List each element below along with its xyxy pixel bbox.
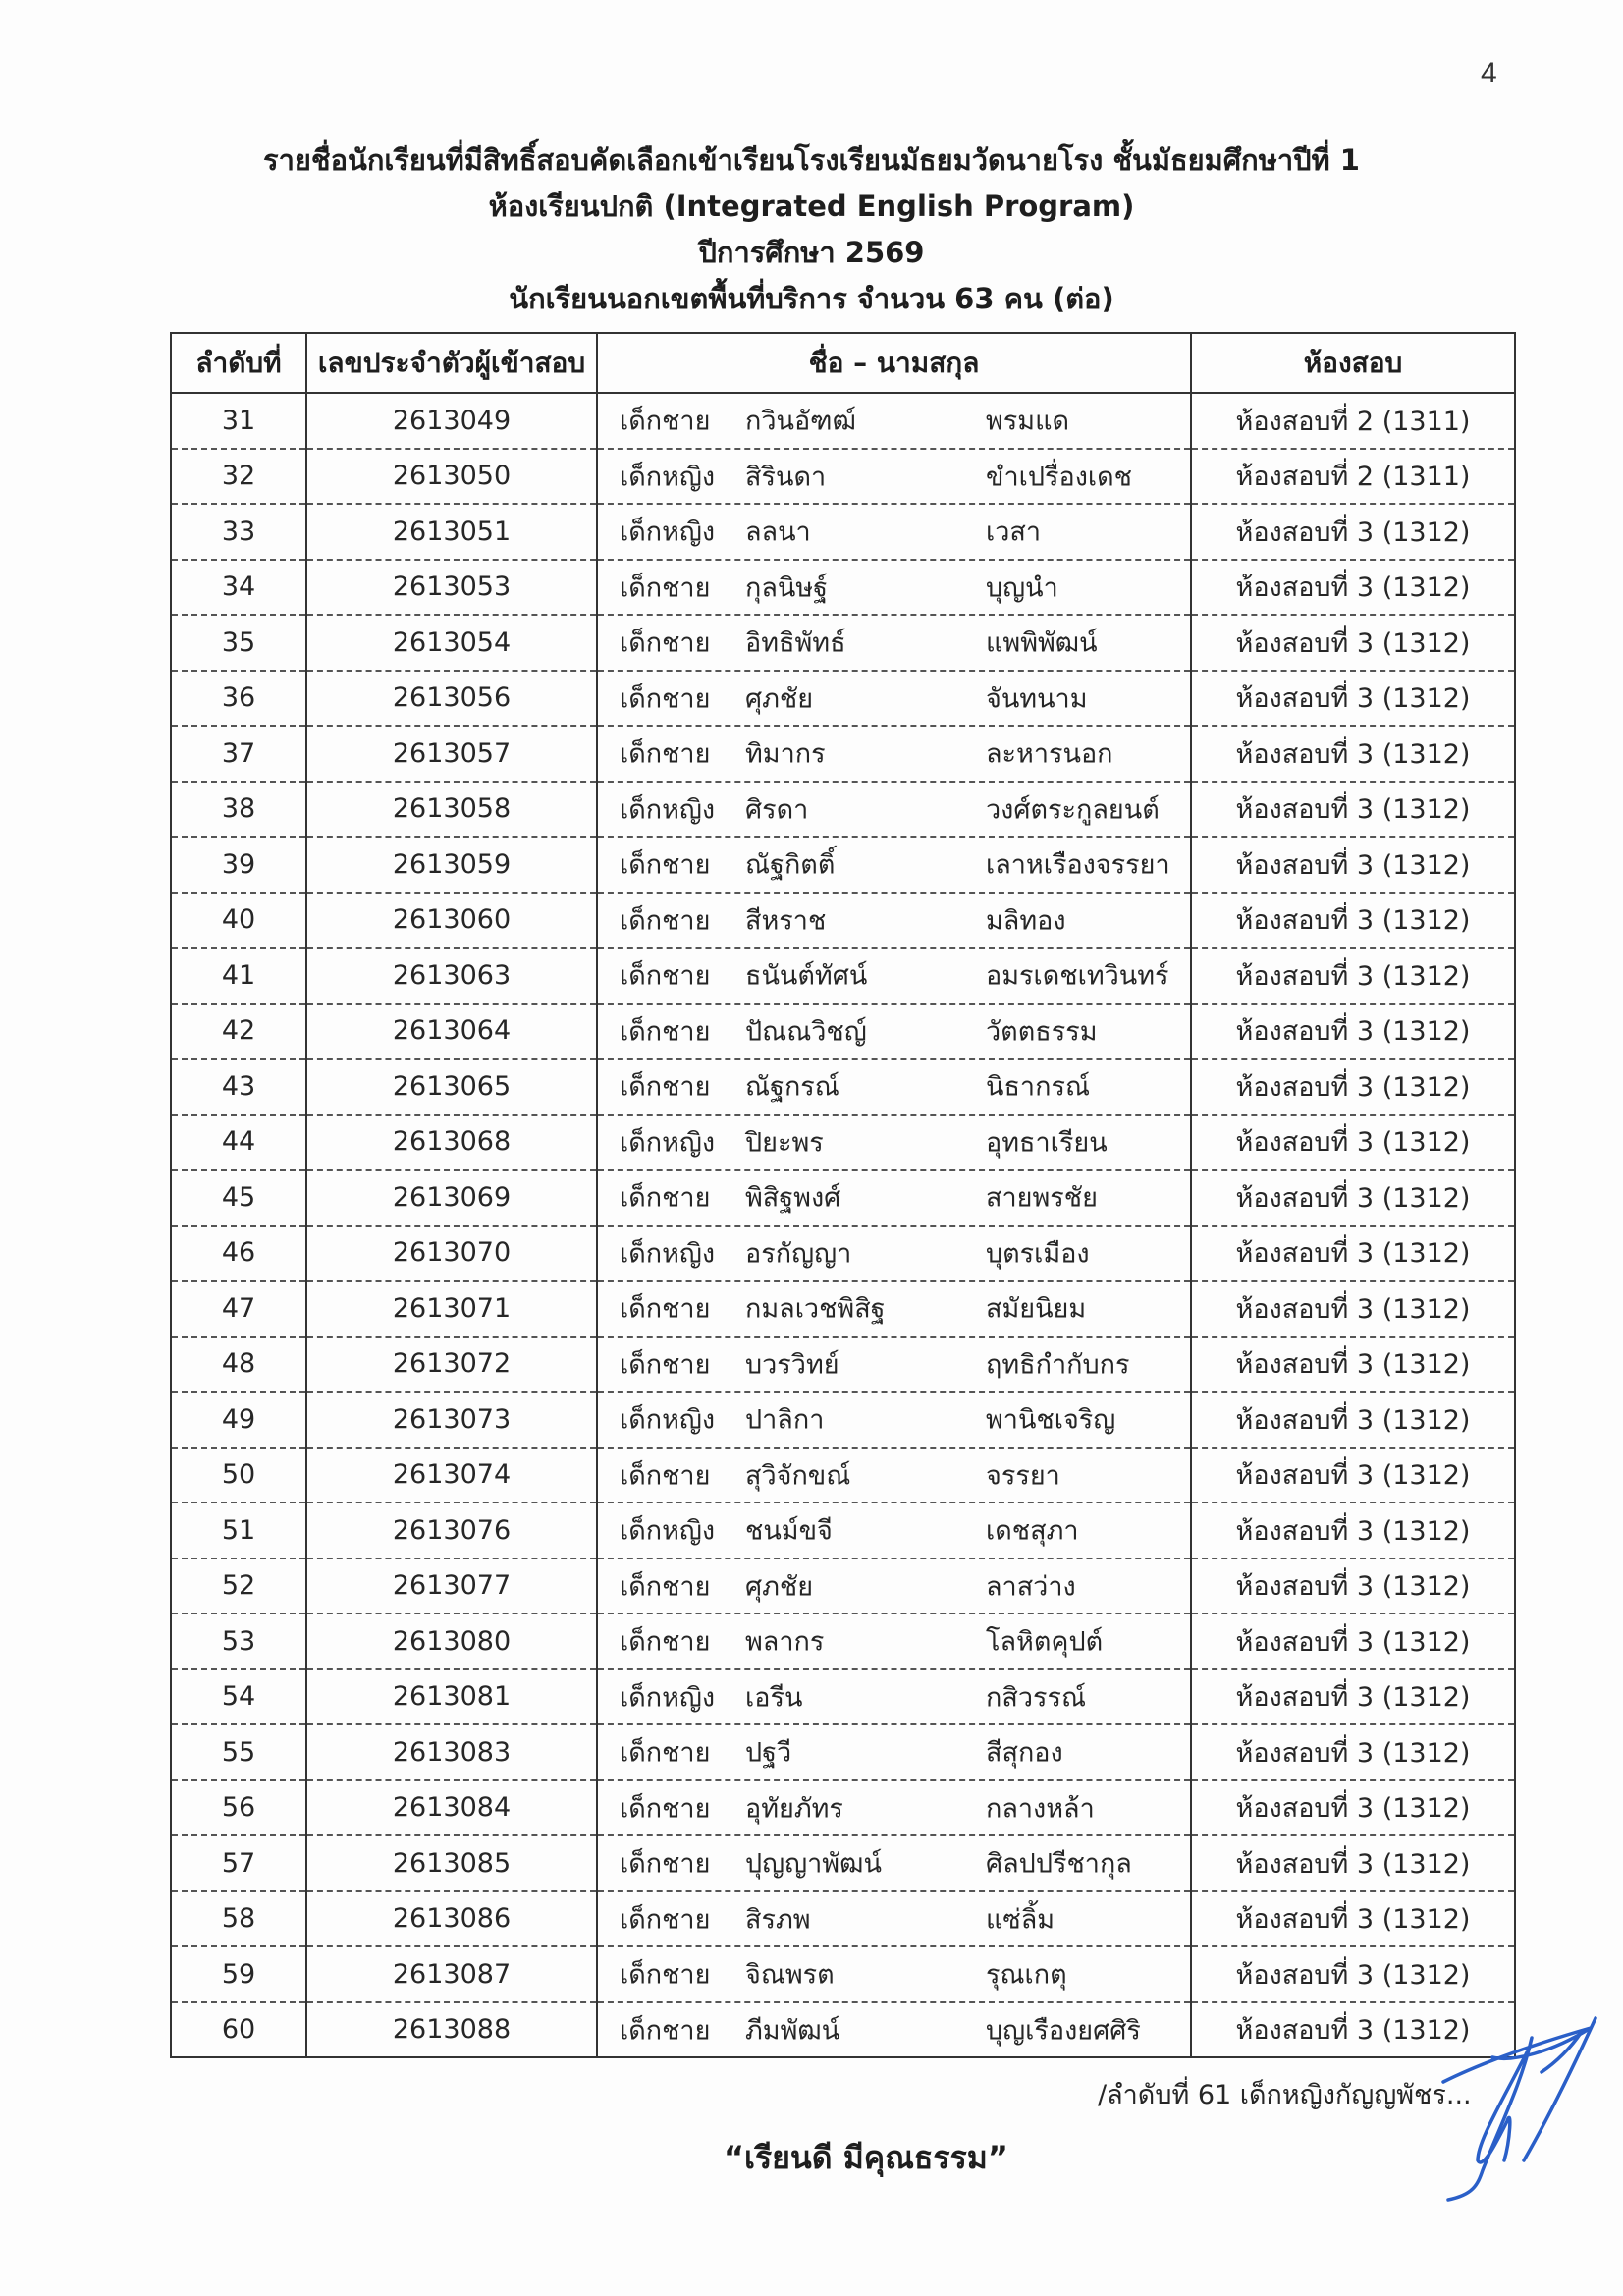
cell-exam-id: 2613074 xyxy=(306,1448,597,1503)
cell-full-name xyxy=(597,393,1191,449)
name-prefix: เด็กชาย xyxy=(620,1071,711,1103)
name-prefix: เด็กชาย xyxy=(620,849,711,881)
first-name: อรกัญญา xyxy=(745,1238,852,1270)
first-name: ภีมพัฒน์ xyxy=(745,2015,840,2047)
last-name: จรรยา xyxy=(986,1460,1060,1492)
header-order-no: ลำดับที่ xyxy=(171,333,306,393)
last-name: วัตตธรรม xyxy=(986,1016,1098,1048)
cell-full-name xyxy=(597,1558,1191,1614)
cell-order-no: 36 xyxy=(171,671,306,727)
cell-full-name xyxy=(597,1724,1191,1780)
first-name: บวรวิทย์ xyxy=(745,1349,839,1381)
table-row xyxy=(171,560,1515,616)
first-name: พิสิฐพงศ์ xyxy=(745,1182,841,1214)
cell-exam-id: 2613072 xyxy=(306,1337,597,1393)
name-prefix: เด็กหญิง xyxy=(620,1238,716,1270)
last-name: กลางหล้า xyxy=(986,1793,1095,1825)
table-row xyxy=(171,1891,1515,1947)
cell-full-name xyxy=(597,671,1191,727)
cell-exam-id: 2613084 xyxy=(306,1780,597,1836)
cell-exam-room: ห้องสอบที่ 3 (1312) xyxy=(1191,1669,1515,1725)
last-name: มลิทอง xyxy=(986,905,1066,937)
first-name: ปาลิกา xyxy=(745,1404,825,1436)
table-row xyxy=(171,1392,1515,1448)
name-prefix: เด็กชาย xyxy=(620,1626,711,1658)
last-name: อมรเดชเทวินทร์ xyxy=(986,960,1169,992)
table-row xyxy=(171,1503,1515,1558)
title-line-school: รายชื่อนักเรียนที่มีสิทธิ์สอบคัดเลือกเข้าเรียนโรงเรียนมัธยมวัดนายโรง ชั้นมัธยมศึกษาปีที่ 1 xyxy=(263,143,1360,177)
cell-order-no: 50 xyxy=(171,1448,306,1503)
last-name: เดชสุภา xyxy=(986,1515,1079,1547)
cell-exam-id: 2613087 xyxy=(306,1946,597,2002)
table-row xyxy=(171,1337,1515,1393)
table-row xyxy=(171,1281,1515,1337)
cell-order-no: 34 xyxy=(171,560,306,616)
table-row xyxy=(171,782,1515,838)
cell-exam-id: 2613064 xyxy=(306,1004,597,1060)
table-row xyxy=(171,1170,1515,1226)
name-prefix: เด็กชาย xyxy=(620,1848,711,1880)
cell-order-no: 35 xyxy=(171,615,306,671)
name-prefix: เด็กหญิง xyxy=(620,1515,716,1547)
cell-exam-room: ห้องสอบที่ 2 (1311) xyxy=(1191,449,1515,505)
table-row xyxy=(171,948,1515,1004)
table-row xyxy=(171,1780,1515,1836)
last-name: พานิชเจริญ xyxy=(986,1404,1116,1436)
cell-exam-id: 2613071 xyxy=(306,1281,597,1337)
cell-exam-id: 2613070 xyxy=(306,1226,597,1282)
cell-exam-room: ห้องสอบที่ 3 (1312) xyxy=(1191,1170,1515,1226)
cell-exam-id: 2613058 xyxy=(306,782,597,838)
cell-exam-id: 2613076 xyxy=(306,1503,597,1558)
cell-exam-room: ห้องสอบที่ 3 (1312) xyxy=(1191,1115,1515,1171)
cell-order-no: 55 xyxy=(171,1724,306,1780)
name-prefix: เด็กหญิง xyxy=(620,462,716,493)
table-row xyxy=(171,1669,1515,1725)
cell-exam-room: ห้องสอบที่ 3 (1312) xyxy=(1191,671,1515,727)
cell-full-name xyxy=(597,1337,1191,1393)
cell-exam-id: 2613068 xyxy=(306,1115,597,1171)
cell-exam-room: ห้องสอบที่ 3 (1312) xyxy=(1191,1780,1515,1836)
first-name: เอรีน xyxy=(745,1682,803,1714)
cell-full-name xyxy=(597,948,1191,1004)
table-row xyxy=(171,449,1515,505)
name-prefix: เด็กหญิง xyxy=(620,517,716,548)
title-line-group: นักเรียนนอกเขตพื้นที่บริการ จำนวน 63 คน (ต่อ) xyxy=(509,282,1114,315)
cell-order-no: 31 xyxy=(171,393,306,449)
cell-order-no: 53 xyxy=(171,1613,306,1669)
cell-exam-id: 2613080 xyxy=(306,1613,597,1669)
first-name: สีหราช xyxy=(745,905,827,937)
table-row xyxy=(171,1946,1515,2002)
first-name: กมลเวชพิสิฐ xyxy=(745,1293,886,1325)
cell-exam-room: ห้องสอบที่ 3 (1312) xyxy=(1191,1281,1515,1337)
last-name: กสิวรรณ์ xyxy=(986,1682,1087,1714)
table-row xyxy=(171,1226,1515,1282)
cell-order-no: 42 xyxy=(171,1004,306,1060)
table-row xyxy=(171,2002,1515,2058)
last-name: สายพรชัย xyxy=(986,1182,1098,1214)
cell-exam-room: ห้องสอบที่ 2 (1311) xyxy=(1191,393,1515,449)
cell-full-name xyxy=(597,1448,1191,1503)
cell-exam-id: 2613065 xyxy=(306,1059,597,1115)
cell-order-no: 51 xyxy=(171,1503,306,1558)
last-name: ศิลปปรีชากุล xyxy=(986,1848,1132,1880)
first-name: สุวิจักขณ์ xyxy=(745,1460,851,1492)
name-prefix: เด็กชาย xyxy=(620,1182,711,1214)
last-name: ละหารนอก xyxy=(986,738,1113,770)
first-name: ปัณณวิชญ์ xyxy=(745,1016,867,1048)
name-prefix: เด็กหญิง xyxy=(620,794,716,826)
name-prefix: เด็กชาย xyxy=(620,1016,711,1048)
cell-order-no: 40 xyxy=(171,893,306,949)
first-name: กุลนิษฐ์ xyxy=(745,573,829,604)
cell-full-name xyxy=(597,1059,1191,1115)
cell-exam-room: ห้องสอบที่ 3 (1312) xyxy=(1191,2002,1515,2058)
cell-exam-room: ห้องสอบที่ 3 (1312) xyxy=(1191,1337,1515,1393)
cell-full-name xyxy=(597,2002,1191,2058)
cell-full-name xyxy=(597,1392,1191,1448)
cell-exam-room: ห้องสอบที่ 3 (1312) xyxy=(1191,1724,1515,1780)
cell-full-name xyxy=(597,1226,1191,1282)
cell-order-no: 54 xyxy=(171,1669,306,1725)
table-row xyxy=(171,1724,1515,1780)
last-name: จันทนาม xyxy=(986,683,1088,715)
last-name: นิธากรณ์ xyxy=(986,1071,1090,1103)
first-name: สิรภพ xyxy=(745,1904,811,1936)
table-row xyxy=(171,1448,1515,1503)
cell-exam-id: 2613060 xyxy=(306,893,597,949)
first-name: ศิรดา xyxy=(745,794,809,826)
cell-exam-room: ห้องสอบที่ 3 (1312) xyxy=(1191,1448,1515,1503)
title-line-program: ห้องเรียนปกติ (Integrated English Program) xyxy=(488,190,1135,223)
table-row xyxy=(171,1059,1515,1115)
name-prefix: เด็กหญิง xyxy=(620,1127,716,1159)
document-title xyxy=(0,137,1623,322)
name-prefix: เด็กชาย xyxy=(620,1904,711,1936)
cell-exam-id: 2613086 xyxy=(306,1891,597,1947)
cell-exam-room: ห้องสอบที่ 3 (1312) xyxy=(1191,782,1515,838)
signature-stroke xyxy=(1478,2052,1527,2162)
name-prefix: เด็กชาย xyxy=(620,905,711,937)
signature-mark xyxy=(1434,2013,1620,2210)
cell-exam-id: 2613057 xyxy=(306,726,597,782)
cell-order-no: 60 xyxy=(171,2002,306,2058)
first-name: กวินอัฑฒ์ xyxy=(745,406,856,437)
cell-order-no: 48 xyxy=(171,1337,306,1393)
name-prefix: เด็กชาย xyxy=(620,738,711,770)
cell-exam-room: ห้องสอบที่ 3 (1312) xyxy=(1191,615,1515,671)
last-name: วงศ์ตระกูลยนต์ xyxy=(986,794,1160,826)
cell-exam-id: 2613051 xyxy=(306,504,597,560)
cell-full-name xyxy=(597,837,1191,893)
table-row xyxy=(171,504,1515,560)
table-row xyxy=(171,1115,1515,1171)
cell-exam-id: 2613081 xyxy=(306,1669,597,1725)
cell-order-no: 47 xyxy=(171,1281,306,1337)
cell-full-name xyxy=(597,1780,1191,1836)
cell-exam-id: 2613077 xyxy=(306,1558,597,1614)
last-name: สมัยนิยม xyxy=(986,1293,1087,1325)
name-prefix: เด็กชาย xyxy=(620,683,711,715)
cell-order-no: 43 xyxy=(171,1059,306,1115)
cell-exam-id: 2613088 xyxy=(306,2002,597,2058)
cell-exam-room: ห้องสอบที่ 3 (1312) xyxy=(1191,893,1515,949)
cell-full-name xyxy=(597,893,1191,949)
last-name: สีสุกอง xyxy=(986,1737,1063,1769)
cell-full-name xyxy=(597,1835,1191,1891)
cell-exam-id: 2613056 xyxy=(306,671,597,727)
school-motto: “เรียนดี มีคุณธรรม” xyxy=(724,2139,1008,2176)
cell-exam-id: 2613085 xyxy=(306,1835,597,1891)
last-name: บุญเรืองยศศิริ xyxy=(986,2015,1141,2047)
table-row xyxy=(171,1835,1515,1891)
cell-order-no: 44 xyxy=(171,1115,306,1171)
name-prefix: เด็กชาย xyxy=(620,1737,711,1769)
cell-exam-room: ห้องสอบที่ 3 (1312) xyxy=(1191,1226,1515,1282)
cell-order-no: 52 xyxy=(171,1558,306,1614)
last-name: พรมแด xyxy=(986,406,1070,437)
student-roster-table xyxy=(170,332,1516,2058)
cell-exam-room: ห้องสอบที่ 3 (1312) xyxy=(1191,837,1515,893)
cell-exam-room: ห้องสอบที่ 3 (1312) xyxy=(1191,1891,1515,1947)
last-name: บุตรเมือง xyxy=(986,1238,1090,1270)
name-prefix: เด็กหญิง xyxy=(620,1404,716,1436)
cell-exam-room: ห้องสอบที่ 3 (1312) xyxy=(1191,1503,1515,1558)
cell-full-name xyxy=(597,1281,1191,1337)
table-row xyxy=(171,671,1515,727)
header-exam-id: เลขประจำตัวผู้เข้าสอบ xyxy=(306,333,597,393)
cell-full-name xyxy=(597,1891,1191,1947)
cell-exam-id: 2613069 xyxy=(306,1170,597,1226)
last-name: บุญนำ xyxy=(986,573,1058,604)
table-row xyxy=(171,837,1515,893)
cell-order-no: 41 xyxy=(171,948,306,1004)
last-name: แซ่ลิ้ม xyxy=(986,1904,1055,1936)
page-number: 4 xyxy=(1481,57,1497,89)
table-row xyxy=(171,1558,1515,1614)
table-row xyxy=(171,615,1515,671)
cell-order-no: 33 xyxy=(171,504,306,560)
cell-order-no: 56 xyxy=(171,1780,306,1836)
table-body xyxy=(171,393,1515,2057)
cell-exam-id: 2613053 xyxy=(306,560,597,616)
last-name: แพพิพัฒน์ xyxy=(986,628,1098,659)
name-prefix: เด็กชาย xyxy=(620,1349,711,1381)
table-row xyxy=(171,1004,1515,1060)
cell-full-name xyxy=(597,504,1191,560)
cell-exam-id: 2613063 xyxy=(306,948,597,1004)
first-name: ธนันต์ทัศน์ xyxy=(745,960,868,992)
cell-exam-room: ห้องสอบที่ 3 (1312) xyxy=(1191,726,1515,782)
table-header-row xyxy=(171,333,1515,393)
name-prefix: เด็กชาย xyxy=(620,1293,711,1325)
table-row xyxy=(171,393,1515,449)
first-name: ศุภชัย xyxy=(745,683,814,715)
header-exam-room: ห้องสอบ xyxy=(1191,333,1515,393)
cell-exam-id: 2613059 xyxy=(306,837,597,893)
table-row xyxy=(171,893,1515,949)
cell-order-no: 45 xyxy=(171,1170,306,1226)
cell-full-name xyxy=(597,726,1191,782)
cell-order-no: 38 xyxy=(171,782,306,838)
name-prefix: เด็กชาย xyxy=(620,1793,711,1825)
cell-order-no: 57 xyxy=(171,1835,306,1891)
last-name: โลหิตคุปต์ xyxy=(986,1626,1104,1658)
last-name: อุทธาเรียน xyxy=(986,1127,1108,1159)
cell-exam-room: ห้องสอบที่ 3 (1312) xyxy=(1191,1059,1515,1115)
last-name: ขำเปรื่องเดช xyxy=(986,462,1132,493)
cell-full-name xyxy=(597,449,1191,505)
cell-exam-room: ห้องสอบที่ 3 (1312) xyxy=(1191,1613,1515,1669)
cell-exam-id: 2613054 xyxy=(306,615,597,671)
cell-order-no: 46 xyxy=(171,1226,306,1282)
cell-exam-room: ห้องสอบที่ 3 (1312) xyxy=(1191,504,1515,560)
first-name: ณัฐกรณ์ xyxy=(745,1071,839,1103)
cell-order-no: 37 xyxy=(171,726,306,782)
cell-full-name xyxy=(597,1669,1191,1725)
first-name: ปุญญาพัฒน์ xyxy=(745,1848,882,1880)
name-prefix: เด็กชาย xyxy=(620,1959,711,1991)
first-name: ณัฐกิตติ์ xyxy=(745,849,836,881)
first-name: ปฐวี xyxy=(745,1737,792,1769)
cell-full-name xyxy=(597,1946,1191,2002)
cell-exam-id: 2613073 xyxy=(306,1392,597,1448)
cell-exam-id: 2613050 xyxy=(306,449,597,505)
cell-exam-id: 2613083 xyxy=(306,1724,597,1780)
cell-order-no: 58 xyxy=(171,1891,306,1947)
cell-exam-room: ห้องสอบที่ 3 (1312) xyxy=(1191,1558,1515,1614)
cell-exam-room: ห้องสอบที่ 3 (1312) xyxy=(1191,1392,1515,1448)
first-name: ปิยะพร xyxy=(745,1127,824,1159)
cell-full-name xyxy=(597,1503,1191,1558)
cell-order-no: 39 xyxy=(171,837,306,893)
name-prefix: เด็กชาย xyxy=(620,406,711,437)
name-prefix: เด็กชาย xyxy=(620,2015,711,2047)
cell-full-name xyxy=(597,1170,1191,1226)
cell-full-name xyxy=(597,615,1191,671)
first-name: ชนม์ขจี xyxy=(745,1515,833,1547)
first-name: อุทัยภัทร xyxy=(745,1793,843,1825)
header-full-name: ชื่อ – นามสกุล xyxy=(597,333,1191,393)
name-prefix: เด็กชาย xyxy=(620,628,711,659)
cell-order-no: 32 xyxy=(171,449,306,505)
table-row xyxy=(171,1613,1515,1669)
cell-exam-room: ห้องสอบที่ 3 (1312) xyxy=(1191,560,1515,616)
cell-full-name xyxy=(597,782,1191,838)
last-name: เลาหเรืองจรรยา xyxy=(986,849,1170,881)
name-prefix: เด็กชาย xyxy=(620,573,711,604)
cell-exam-id: 2613049 xyxy=(306,393,597,449)
first-name: พลากร xyxy=(745,1626,825,1658)
cell-exam-room: ห้องสอบที่ 3 (1312) xyxy=(1191,1946,1515,2002)
first-name: ทิมากร xyxy=(745,738,826,770)
name-prefix: เด็กชาย xyxy=(620,960,711,992)
cell-full-name xyxy=(597,560,1191,616)
continuation-note: /ลำดับที่ 61 เด็กหญิงกัญญพัชร... xyxy=(1098,2080,1472,2110)
first-name: อิทธิพัทธ์ xyxy=(745,628,846,659)
cell-full-name xyxy=(597,1115,1191,1171)
last-name: รุณเกตุ xyxy=(986,1959,1067,1991)
cell-order-no: 59 xyxy=(171,1946,306,2002)
last-name: เวสา xyxy=(986,517,1042,548)
last-name: ลาสว่าง xyxy=(986,1571,1076,1603)
name-prefix: เด็กชาย xyxy=(620,1460,711,1492)
table-row xyxy=(171,726,1515,782)
cell-exam-room: ห้องสอบที่ 3 (1312) xyxy=(1191,1004,1515,1060)
name-prefix: เด็กหญิง xyxy=(620,1682,716,1714)
cell-full-name xyxy=(597,1613,1191,1669)
first-name: ลลนา xyxy=(745,517,811,548)
first-name: จิณพรต xyxy=(745,1959,835,1991)
cell-exam-room: ห้องสอบที่ 3 (1312) xyxy=(1191,1835,1515,1891)
title-line-academic-year: ปีการศึกษา 2569 xyxy=(698,236,925,269)
first-name: ศุภชัย xyxy=(745,1571,814,1603)
name-prefix: เด็กชาย xyxy=(620,1571,711,1603)
last-name: ฤทธิกำกับกร xyxy=(986,1349,1130,1381)
first-name: สิรินดา xyxy=(745,462,827,493)
signature-stroke xyxy=(1524,2018,1596,2160)
cell-order-no: 49 xyxy=(171,1392,306,1448)
cell-full-name xyxy=(597,1004,1191,1060)
cell-exam-room: ห้องสอบที่ 3 (1312) xyxy=(1191,948,1515,1004)
